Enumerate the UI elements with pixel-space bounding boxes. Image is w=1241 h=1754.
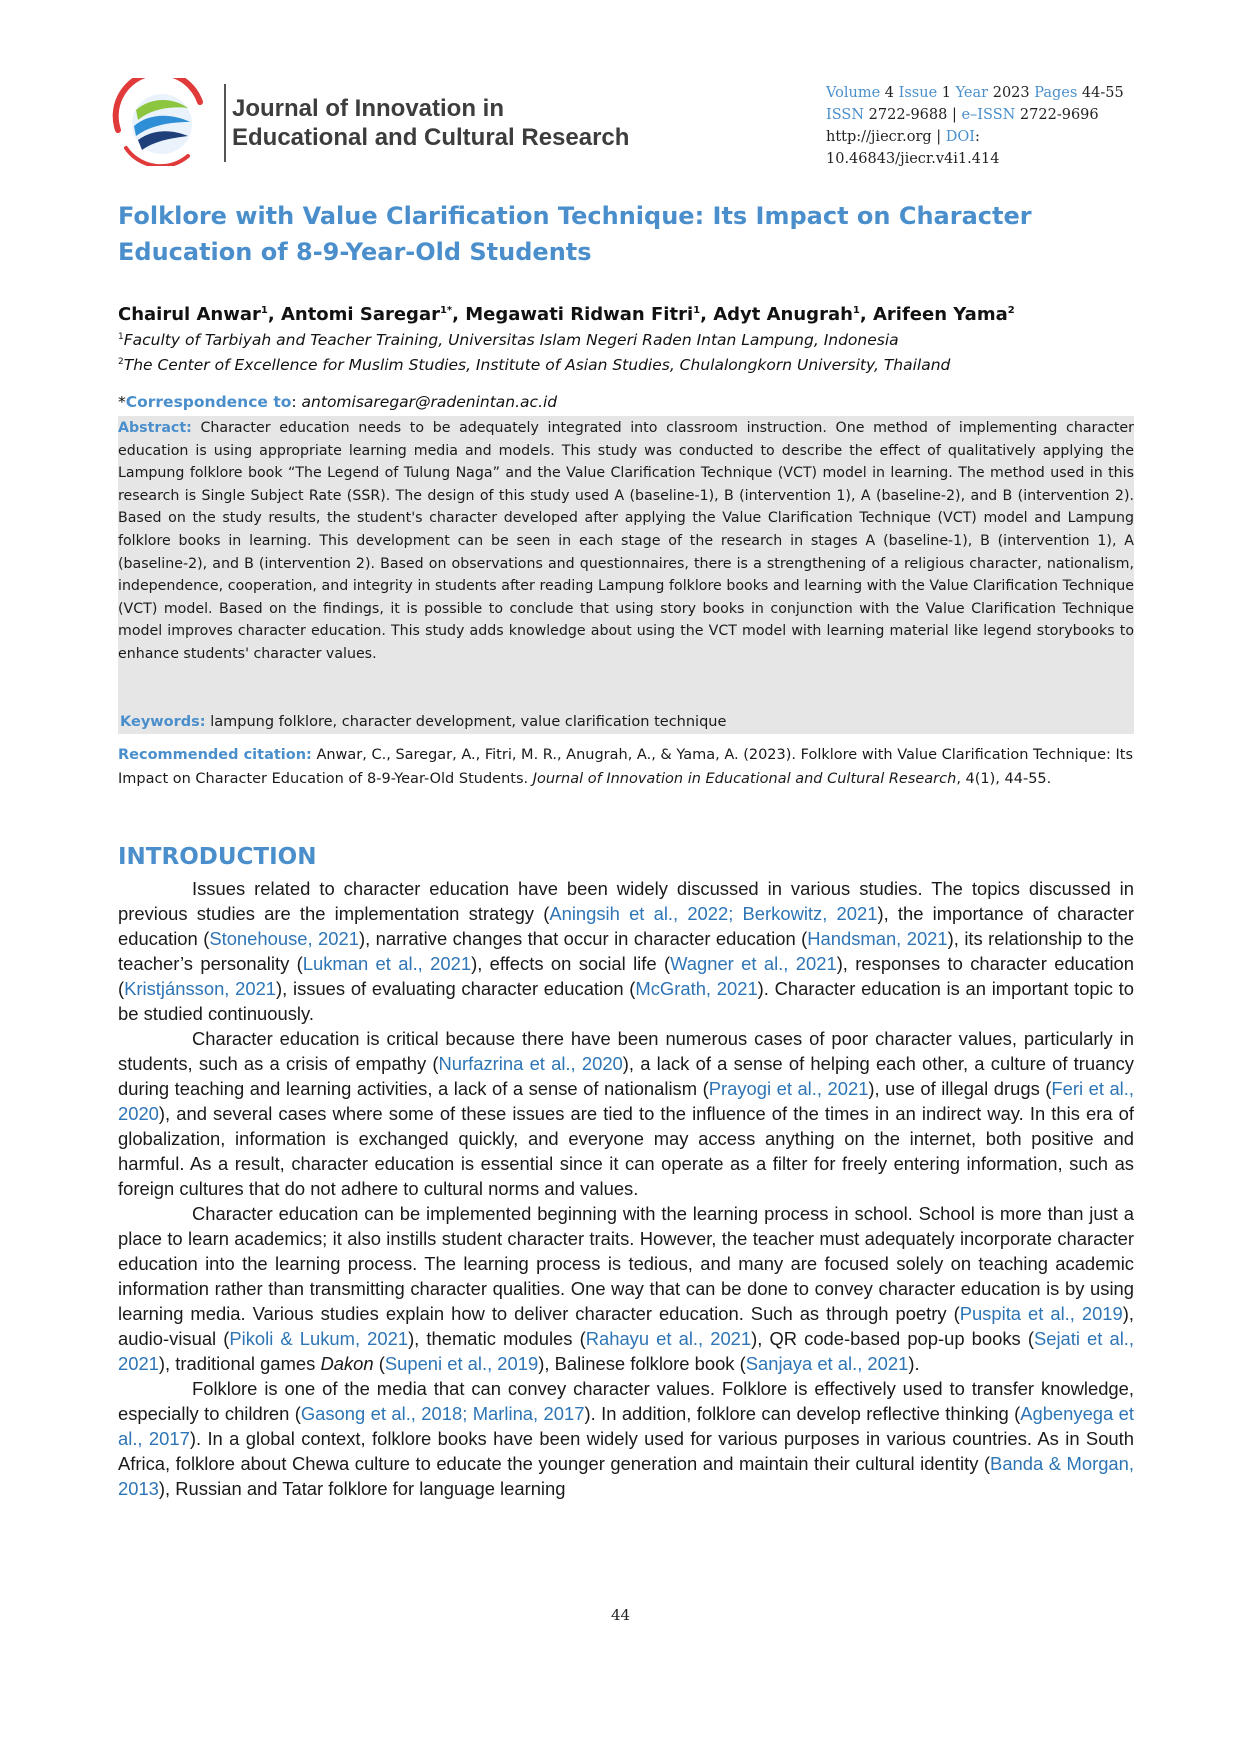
author-affiliation-sup: 1	[260, 305, 268, 316]
citation-link[interactable]: Nurfazrina et al., 2020	[438, 1053, 623, 1074]
correspondence-colon: :	[291, 393, 302, 411]
paragraph-text: ), use of illegal drugs (	[868, 1078, 1052, 1099]
citation-link[interactable]: Stonehouse, 2021	[209, 928, 359, 949]
meta-line-volume	[826, 82, 1126, 104]
citation-link[interactable]: Banda & Morgan, 2013	[118, 1453, 1134, 1499]
paragraph-text: ), effects on social life (	[471, 953, 671, 974]
abstract	[118, 417, 1134, 666]
correspondence-label: Correspondence to	[125, 393, 292, 411]
paragraph-text: ). In addition, folklore can develop reflective thinking (	[584, 1403, 1021, 1424]
paragraph-text: ), and several cases where some of these issues are tied to the influence of the times in an indirect way. In this era of globalization, information is exchanged quickly, and everyone may access anything on the internet, both positive and harmful. As a result, character education is essential since it can operate as a filter for freely entering information, such as foreign cultures that do not adhere to cultural norms and values.	[118, 1103, 1134, 1199]
affiliation-2-sup: 2	[118, 357, 124, 367]
issn-label: ISSN	[826, 107, 865, 123]
journal-url[interactable]: http://jiecr.org	[826, 129, 932, 145]
citation-link[interactable]: Lukman et al., 2021	[302, 953, 472, 974]
journal-logo-icon	[108, 78, 212, 166]
paragraph-text: Folklore is one of the media that can convey character values. Folklore is effectively used to transfer knowledge, especially to children (	[118, 1378, 1134, 1424]
citation-link[interactable]: Aningsih et al., 2022; Berkowitz, 2021	[549, 903, 878, 924]
citation-link[interactable]: Prayogi et al., 2021	[708, 1078, 869, 1099]
correspondence-email[interactable]: antomisaregar@radenintan.ac.id	[301, 393, 558, 411]
paragraph-text: ). In a global context, folklore books have been widely used for various purposes in various countries. As in South Africa, folklore about Chewa culture to educate the younger generation and maintain their cultural identity (	[118, 1428, 1134, 1474]
eissn-label: e–ISSN	[961, 107, 1016, 123]
paragraph-text: ), its relationship to the teacher’s personality (	[118, 928, 1134, 974]
citation-link[interactable]: Rahayu et al., 2021	[585, 1328, 752, 1349]
affiliation-2	[118, 351, 1138, 376]
paper-title: Folklore with Value Clarification Technique: Its Impact on Character Education of 8-9-Year-Old Students	[118, 202, 1032, 266]
volume-value: 4	[884, 85, 895, 101]
journal-name-line1: Journal of Innovation in	[232, 95, 504, 122]
citation-link[interactable]: Handsman, 2021	[807, 928, 948, 949]
paragraph-text: (	[373, 1353, 385, 1374]
italic-term: Dakon	[320, 1353, 374, 1374]
citation-link[interactable]: Gasong et al., 2018; Marlina, 2017	[300, 1403, 585, 1424]
doi-value[interactable]: 10.46843/jiecr.v4i1.414	[826, 151, 1000, 167]
author-affiliation-sup: 1	[693, 305, 701, 316]
citation-link[interactable]: McGrath, 2021	[635, 978, 758, 999]
keywords-text: lampung folklore, character development, value clarification technique	[210, 714, 727, 730]
affiliation-2-text: The Center of Excellence for Muslim Studies, Institute of Asian Studies, Chulalongkorn University, Thailand	[123, 356, 951, 375]
paragraph-text: ), Balinese folklore book (	[538, 1353, 746, 1374]
citation-link[interactable]: Puspita et al., 2019	[959, 1303, 1123, 1324]
citation-link[interactable]: Pikoli & Lukum, 2021	[229, 1328, 409, 1349]
issue-value: 1	[941, 85, 952, 101]
author-name: Arifeen Yama	[872, 304, 1008, 325]
paragraph-text: ). Character education is an important topic to be studied continuously.	[118, 978, 1134, 1024]
journal-header	[108, 74, 1138, 174]
introduction-paragraph	[118, 1376, 1134, 1501]
issue-label: Issue	[898, 85, 938, 101]
paragraph-text: Character education is critical because there have been numerous cases of poor character values, particularly in students, such as a crisis of empathy (	[118, 1028, 1134, 1074]
citation-link[interactable]: Sanjaya et al., 2021	[745, 1353, 909, 1374]
paragraph-text: ), a lack of a sense of helping each other, a culture of truancy during teaching and learning activities, a lack of a sense of nationalism (	[118, 1053, 1134, 1099]
author-affiliation-sup: 2	[1007, 305, 1015, 316]
affiliation-1-text: Faculty of Tarbiyah and Teacher Training, Universitas Islam Negeri Raden Intan Lampung, Indonesia	[123, 331, 899, 350]
citation-link[interactable]: Feri et al., 2020	[118, 1078, 1134, 1124]
eissn-value: 2722-9696	[1019, 107, 1099, 123]
year-value: 2023	[992, 85, 1030, 101]
correspondence-star: *	[118, 393, 126, 411]
citation-link[interactable]: Kristjánsson, 2021	[124, 978, 277, 999]
author-separator: ,	[267, 304, 281, 325]
recommended-citation	[118, 744, 1134, 791]
doi-label: DOI	[945, 129, 976, 145]
meta-line-issn: ISSN 2722-9688 | e–ISSN 2722-9696	[826, 107, 1099, 123]
author-list	[118, 298, 1138, 328]
introduction-paragraph	[118, 876, 1134, 1026]
keywords	[120, 711, 726, 733]
paragraph-text: ), traditional games	[158, 1353, 321, 1374]
pages-label: Pages	[1034, 85, 1078, 101]
citation-link[interactable]: Supeni et al., 2019	[384, 1353, 539, 1374]
meta-line-url: http://jiecr.org | DOI: 10.46843/jiecr.v4i1.414	[826, 129, 1000, 167]
section-heading-introduction: INTRODUCTION	[118, 844, 317, 870]
author-separator: ,	[700, 304, 714, 325]
paragraph-text: ), Russian and Tatar folklore for language learning	[158, 1478, 566, 1499]
author-separator: ,	[452, 304, 466, 325]
author-name: Chairul Anwar	[118, 304, 261, 325]
introduction-body	[118, 876, 1134, 1501]
introduction-paragraph	[118, 1201, 1134, 1376]
journal-logo	[108, 78, 212, 166]
author-name: Adyt Anugrah	[713, 304, 853, 325]
introduction-paragraph	[118, 1026, 1134, 1201]
year-label: Year	[955, 85, 989, 101]
paragraph-text: ), responses to character education (	[118, 953, 1134, 999]
paragraph-text: ), audio-visual (	[118, 1303, 1134, 1349]
header-divider	[224, 84, 226, 162]
paragraph-text: Issues related to character education have been widely discussed in various studies. The topics discussed in previous studies are the implementation strategy (	[118, 878, 1134, 924]
pages-value: 44-55	[1081, 85, 1124, 101]
paragraph-text: ), narrative changes that occur in character education (	[358, 928, 808, 949]
author-name: Megawati Ridwan Fitri	[465, 304, 694, 325]
author-affiliation-sup: 1	[852, 305, 860, 316]
citation-before: Anwar, C., Saregar, A., Fitri, M. R., Anugrah, A., & Yama, A. (2023). Folklore with Value Clarification Technique: Its Impact on Character Education of 8-9-Year-Old Students.	[118, 747, 1134, 787]
author-separator: ,	[859, 304, 873, 325]
paragraph-text: ), the importance of character education (	[118, 903, 1134, 949]
paragraph-text: ), thematic modules (	[408, 1328, 586, 1349]
page-number: 44	[610, 1606, 631, 1624]
citation-link[interactable]: Wagner et al., 2021	[670, 953, 837, 974]
keywords-label: Keywords:	[120, 714, 206, 730]
journal-name-line2: Educational and Cultural Research	[232, 124, 630, 151]
abstract-label: Abstract:	[118, 420, 192, 436]
author-affiliation-sup: 1*	[439, 305, 453, 316]
paragraph-text: ), issues of evaluating character education (	[276, 978, 636, 999]
journal-meta	[826, 82, 1126, 170]
issn-value: 2722-9688	[868, 107, 948, 123]
affiliation-1	[118, 326, 1138, 351]
paragraph-text: ), QR code-based pop-up books (	[751, 1328, 1034, 1349]
abstract-text: Character education needs to be adequately integrated into classroom instruction. One method of implementing character education is using appropriate learning media and models. This study was conducted to describe the effect of qualitatively applying the Lampung folklore book “The Legend of Tulung Naga” and the Value Clarification Technique (VCT) model in learning. The method used in this research is Single Subject Rate (SSR). The design of this study used A (baseline-1), B (intervention 1), A (baseline-2), and B (intervention 2). Based on the study results, the student's character developed after applying the Value Clarification Technique (VCT) model and Lampung folklore books in learning. This development can be seen in each stage of the research in stages A (baseline-1), B (intervention 1), A (baseline-2), and B (intervention 2). Based on observations and questionnaires, there is a strengthening of a religious character, nationalism, independence, cooperation, and integrity in students after reading Lampung folklore books and learning with the Value Clarification Technique (VCT) model. Based on the findings, it is possible to conclude that using story books in conjunction with the Value Clarification Technique model improves character education. This study adds knowledge about using the VCT model with learning material like legend storybooks to enhance students' character values.	[118, 420, 1134, 662]
citation-journal: Journal of Innovation in Educational and Cultural Research	[532, 770, 957, 787]
author-name: Antomi Saregar	[280, 304, 440, 325]
journal-name	[232, 94, 629, 152]
citation-after: , 4(1), 44-55.	[956, 770, 1052, 787]
paragraph-text: Character education can be implemented beginning with the learning process in school. School is more than just a place to learn academics; it also instills student character traits. However, the teacher must adequately incorporate character education into the learning process. The learning process is tedious, and many are focused solely on teaching academic information rather than transmitting character qualities. One way that can be done to convey character education is by using learning media. Various studies explain how to deliver character education. Such as through poetry (	[118, 1203, 1134, 1324]
citation-label: Recommended citation:	[118, 747, 312, 763]
affiliation-1-sup: 1	[118, 332, 124, 342]
citation-link[interactable]: Sejati et al., 2021	[118, 1328, 1135, 1374]
correspondence	[118, 391, 557, 413]
citation-link[interactable]: Agbenyega et al., 2017	[118, 1403, 1134, 1449]
volume-label: Volume	[826, 85, 881, 101]
paragraph-text: ).	[908, 1353, 920, 1374]
